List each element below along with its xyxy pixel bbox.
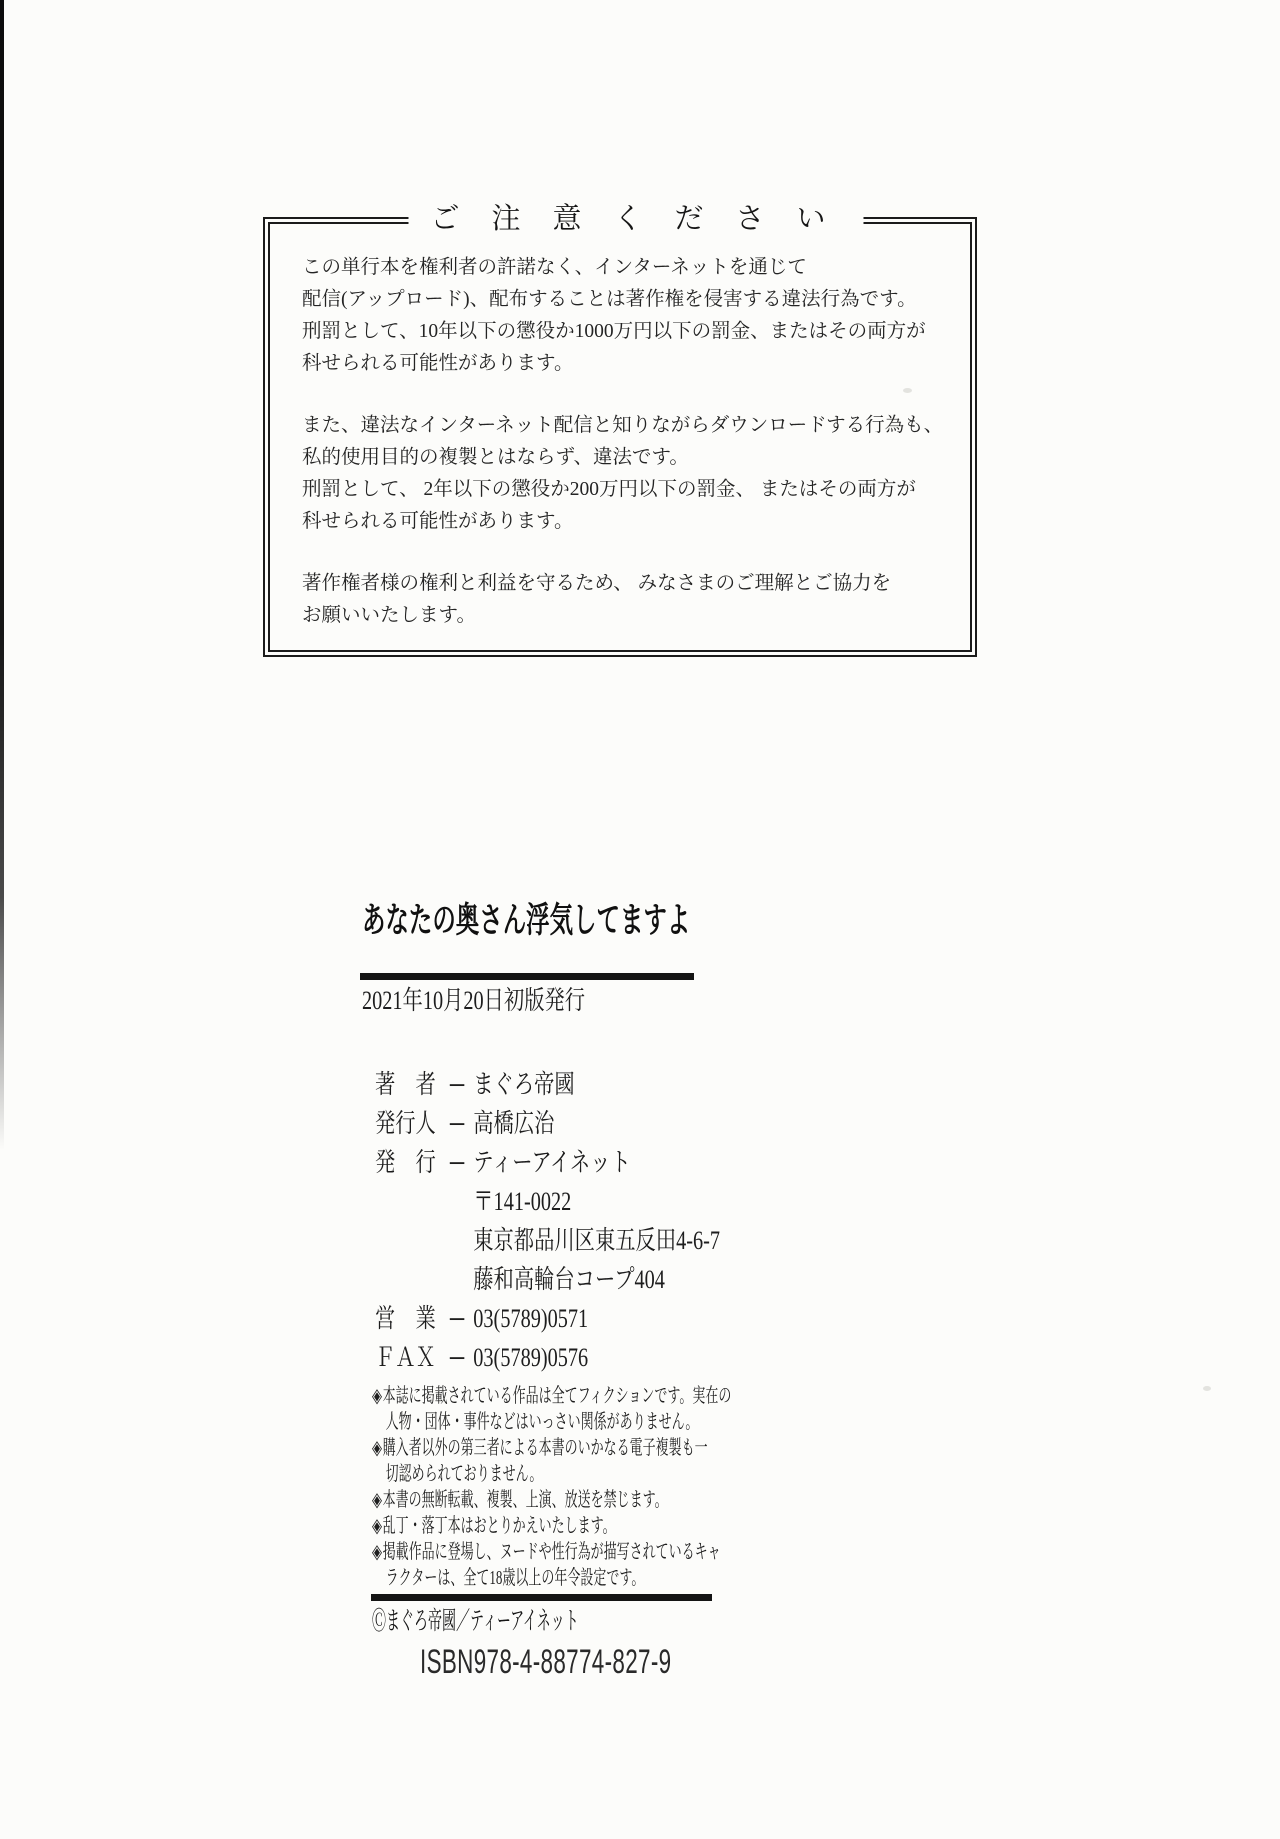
leader-dash: ─ [449,1070,465,1099]
note-fiction [372,1383,731,1435]
scan-edge-artifact [0,0,4,1150]
issuer-name: 高橋広治 [473,1109,555,1138]
diamond-bullet-icon: ◈ [372,1541,383,1563]
diamond-bullet-icon: ◈ [372,1515,383,1537]
copyright-warning-box [263,203,977,657]
note-electronic-copy [372,1435,731,1487]
postal-code: 〒141-0022 [473,1187,572,1216]
address-line: 東京都品川区東五反田4-6-7 [473,1226,721,1255]
issuer-row [375,1104,720,1143]
author-row [375,1065,720,1104]
book-title: あなたの奥さん浮気してますよ [362,901,691,940]
warning-paragraph-thanks [302,568,951,632]
publisher-label: 発 行 [375,1148,436,1177]
sales-phone-row [375,1299,720,1338]
sales-label: 営 業 [375,1304,436,1333]
title-divider-rule [360,973,694,980]
publisher-name: ティーアイネット [473,1148,631,1177]
warning-box-body [302,252,951,632]
fax-label: ＦＡＸ [375,1343,436,1372]
warning-line: また、違法なインターネット配信と知りながらダウンロードする行為も、 [302,415,944,436]
publication-info [375,1065,720,1377]
sales-phone: 03(5789)0571 [473,1304,589,1333]
note-defective-copies [372,1513,731,1539]
warning-paragraph-download [302,410,951,538]
note-line: ラクターは、全て18歳以上の年令設定です。 [385,1567,645,1589]
copyright-line: Ⓒまぐろ帝國／ティーアイネット [372,1608,579,1635]
leader-dash: ─ [449,1109,465,1138]
note-line: 本誌に掲載されている作品は全てフィクションです。実在の [382,1385,732,1407]
warning-line: 刑罰として、10年以下の懲役か1000万円以下の罰金、またはその両方が [302,321,926,342]
diamond-bullet-icon: ◈ [372,1489,383,1511]
warning-line: お願いいたします。 [302,605,476,626]
note-line: 掲載作品に登場し、ヌードや性行為が描写されているキャ [382,1541,721,1563]
fax-row [375,1338,720,1377]
address-line: 藤和高輪台コープ404 [473,1265,665,1294]
scan-speck [1203,1386,1211,1391]
diamond-bullet-icon: ◈ [372,1385,383,1407]
note-line: 人物・団体・事件などはいっさい関係がありません。 [385,1411,699,1433]
note-reproduction [372,1487,731,1513]
warning-line: 科せられる可能性があります。 [302,511,574,532]
legal-notes-list [372,1383,731,1591]
leader-dash: ─ [449,1148,465,1177]
note-age-statement [372,1539,731,1591]
edition-date: 2021年10月20日初版発行 [362,986,586,1015]
warning-line: この単行本を権利者の許諾なく、インターネットを通じて [302,257,807,278]
issuer-label: 発行人 [375,1109,436,1138]
warning-paragraph-upload [302,252,951,380]
note-line: 乱丁・落丁本はおとりかえいたします。 [382,1515,616,1537]
copyright-divider-rule [371,1594,712,1601]
warning-line: 刑罰として、 2年以下の懲役か200万円以下の罰金、 またはその両方が [302,479,916,500]
warning-box-title: ご注意ください [408,195,863,243]
warning-line: 私的使用目的の複製とはならず、違法です。 [302,447,689,468]
note-line: 購入者以外の第三者による本書のいかなる電子複製も一 [382,1437,708,1459]
isbn-number: ISBN978-4-88774-827-9 [420,1643,672,1681]
note-line: 切認められておりません。 [385,1463,543,1485]
leader-dash: ─ [449,1343,465,1372]
warning-line: 科せられる可能性があります。 [302,353,574,374]
diamond-bullet-icon: ◈ [372,1437,383,1459]
author-label: 著 者 [375,1070,436,1099]
leader-dash: ─ [449,1304,465,1333]
warning-line: 配信(アップロード)、配布することは著作権を侵害する違法行為です。 [302,289,917,310]
author-name: まぐろ帝國 [473,1070,575,1099]
publisher-row [375,1143,720,1182]
warning-line: 著作権者様の権利と利益を守るため、 みなさまのご理解とご協力を [302,573,892,594]
fax-number: 03(5789)0576 [473,1343,589,1372]
note-line: 本書の無断転載、複製、上演、放送を禁じます。 [382,1489,668,1511]
